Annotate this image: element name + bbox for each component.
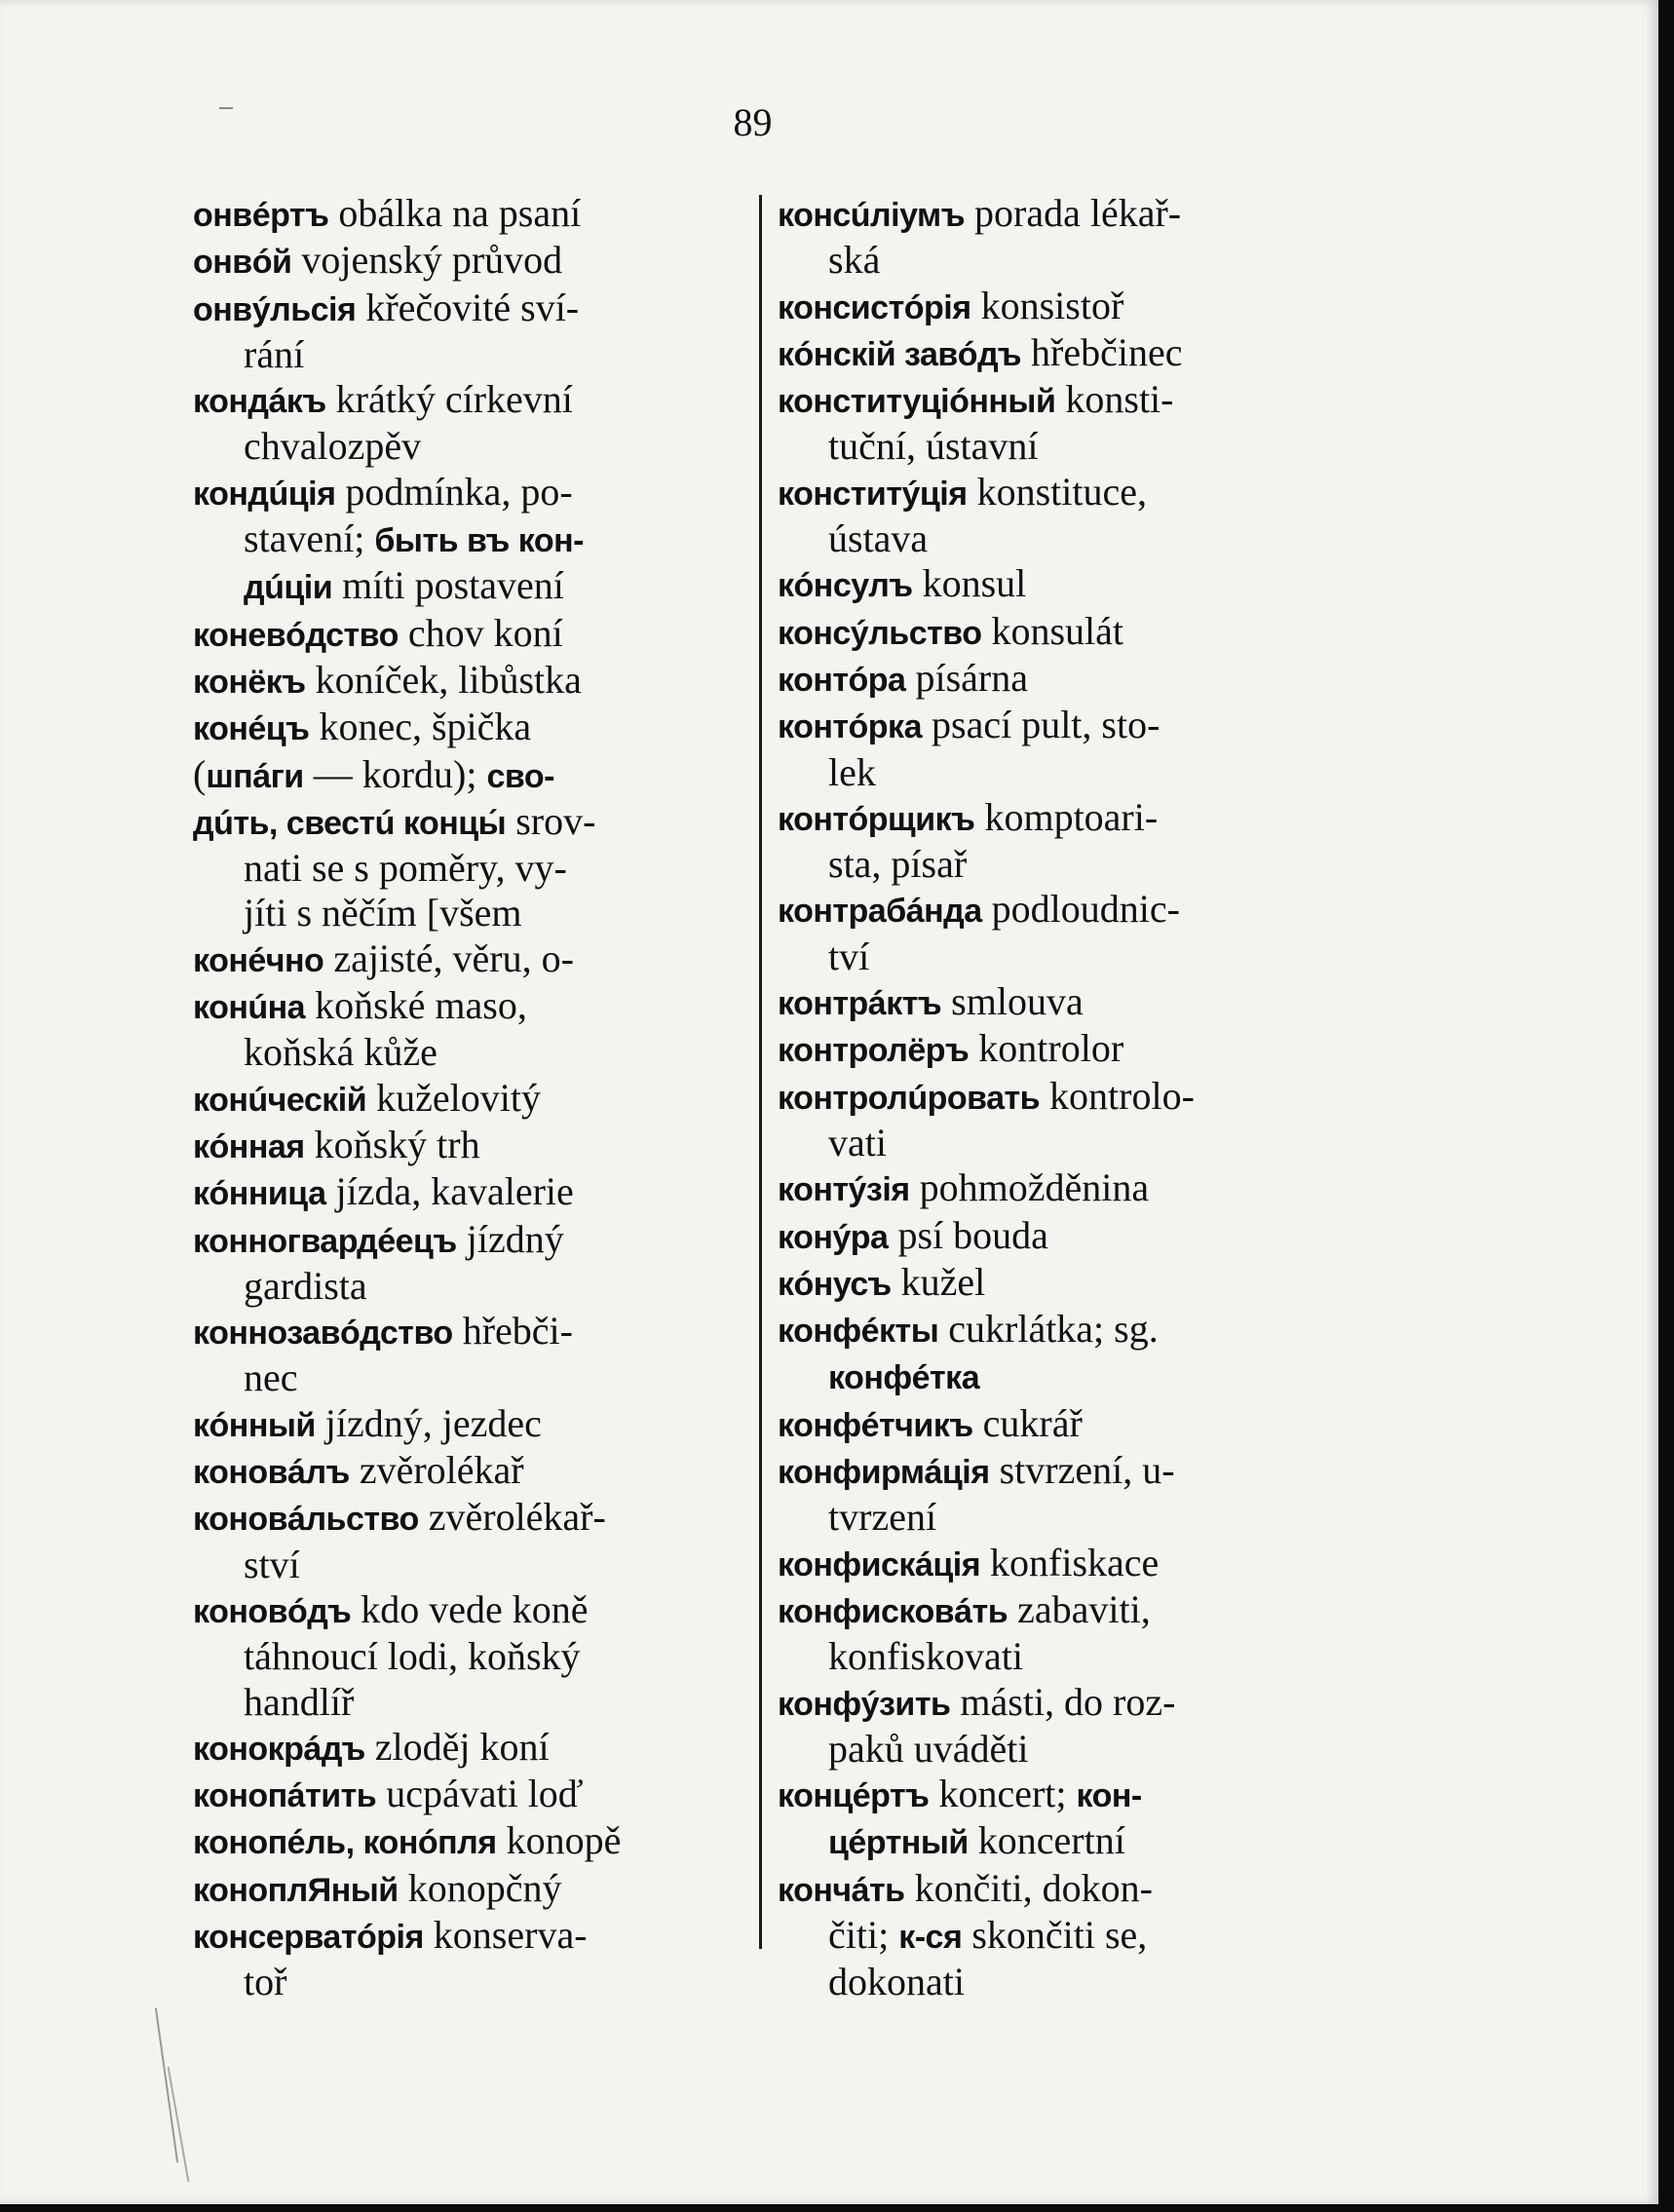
entry-line [778, 1913, 1323, 1960]
headword: кончáть [778, 1871, 905, 1909]
definition-text: stavení; [244, 516, 375, 561]
definition-text: jíti s něčím [všem [244, 891, 522, 935]
entry-line [193, 1543, 739, 1587]
entry-line [778, 191, 1323, 238]
left-column [193, 191, 739, 2005]
definition-text: smlouva [941, 979, 1084, 1024]
entry-line [193, 1030, 739, 1075]
definition-text: zvěrolékař- [418, 1495, 606, 1540]
definition-text: konsti- [1055, 377, 1174, 422]
entry-line [193, 983, 739, 1030]
definition-text: konsul [912, 561, 1027, 606]
headword: кондáкъ [193, 383, 326, 421]
headword: контрабáнда [778, 893, 982, 931]
right-column [778, 191, 1323, 2005]
headword: контóрка [778, 708, 922, 746]
definition-text: krátký církevní [325, 377, 573, 422]
definition-text: srov- [506, 798, 596, 843]
entry-line [193, 1309, 739, 1355]
definition-text: chvalozpěv [244, 424, 422, 469]
definition-text: rání [244, 331, 305, 376]
definition-text: tvrzení [828, 1495, 937, 1540]
headword: коневóдство [193, 616, 399, 654]
definition-text: gardista [244, 1263, 367, 1308]
headword: контрáктъ [778, 985, 942, 1023]
headword: консерватóрія [193, 1918, 424, 1956]
definition-text: konfiskovati [828, 1634, 1023, 1679]
definition-text: konserva- [423, 1912, 588, 1957]
definition-text: zvěrolékař [349, 1448, 524, 1493]
entry-line [778, 1866, 1323, 1913]
entry-line [778, 1495, 1323, 1540]
definition-text: ská [828, 238, 881, 283]
definition-text: vojenský průvod [291, 238, 563, 283]
definition-text: kuželovitý [366, 1075, 541, 1120]
entry-line [778, 1587, 1323, 1634]
definition-text: chov koní [398, 610, 563, 655]
definition-text: nati se s poměry, vy- [244, 846, 567, 891]
headword: конфýзить [778, 1685, 951, 1723]
entry-line [193, 563, 739, 610]
entry-line [193, 470, 739, 516]
definition-text: koncert; [929, 1772, 1077, 1816]
entry-line [778, 1121, 1323, 1165]
definition-text: táhnoucí lodi, koňský [244, 1634, 581, 1679]
column-divider [759, 195, 762, 1949]
definition-text: konopčný [398, 1865, 562, 1910]
definition-text: čiti; [828, 1912, 899, 1957]
entry-line [193, 1355, 739, 1400]
headword: коновóдъ [193, 1592, 352, 1630]
headword: коновáльство [193, 1501, 419, 1539]
headword: конéцъ [193, 710, 310, 748]
headword: консистóрія [778, 288, 971, 326]
entry-line [193, 658, 739, 705]
headword: конфирмáція [778, 1454, 990, 1492]
entry-line [778, 1213, 1323, 1260]
entry-line [193, 1401, 739, 1448]
definition-text: koňské maso, [305, 983, 527, 1028]
definition-text: zabaviti, [1008, 1586, 1151, 1631]
entry-line [193, 286, 739, 332]
headword: конýра [778, 1218, 889, 1256]
phrase-bold: конфéтка [828, 1359, 980, 1397]
entry-line [193, 377, 739, 424]
definition-text: konfiskace [980, 1540, 1160, 1584]
scan-scratch [155, 2008, 178, 2163]
entry-line [778, 516, 1323, 561]
phrase-bold: к-ся [898, 1918, 963, 1956]
definition-text: koncertní [968, 1818, 1125, 1863]
headword: конéчно [193, 941, 324, 979]
entry-line [778, 1680, 1323, 1727]
entry-line [778, 750, 1323, 795]
definition-text: toř [244, 1960, 287, 2004]
headword: кондúція [193, 475, 336, 513]
entry-line [193, 516, 739, 563]
entry-line [193, 1634, 739, 1679]
definition-text: pohmožděnina [909, 1165, 1150, 1210]
definition-text: jízdný, jezdec [315, 1400, 542, 1445]
definition-text: obálka na psaní [328, 191, 582, 235]
definition-text: cukrlátka; sg. [938, 1307, 1159, 1352]
entry-line [778, 1818, 1323, 1865]
entry-line [193, 1818, 739, 1865]
headword: контýзія [778, 1171, 910, 1209]
headword: конфéкты [778, 1313, 939, 1351]
headword: контóрщикъ [778, 800, 975, 838]
definition-text: zloděj koní [364, 1724, 550, 1769]
entry-line [193, 705, 739, 751]
entry-line [193, 332, 739, 377]
definition-text: ústava [828, 516, 929, 561]
entry-line [193, 611, 739, 658]
entry-line [193, 1264, 739, 1309]
definition-text: sta, písař [828, 842, 968, 887]
headword: консúліумъ [778, 197, 965, 234]
entry-line [778, 424, 1323, 469]
entry-line [193, 891, 739, 935]
definition-text: nec [244, 1355, 298, 1400]
headword: онвóй [193, 244, 292, 282]
definition-text: hřebčinec [1021, 329, 1183, 374]
entry-line [193, 752, 739, 799]
entry-line [193, 799, 739, 846]
phrase-bold: быть въ кон- [374, 522, 584, 560]
entry-line [778, 561, 1323, 608]
entry-line [778, 979, 1323, 1026]
headword: кóнная [193, 1127, 305, 1165]
entry-line [778, 1260, 1323, 1307]
entry-line [778, 1634, 1323, 1679]
headword: кóнскій завóдъ [778, 335, 1021, 373]
definition-text: hřebči- [452, 1309, 573, 1354]
entry-line [778, 1541, 1323, 1587]
entry-line [193, 191, 739, 238]
headword: конúна [193, 989, 306, 1027]
entry-line [778, 1307, 1323, 1354]
entry-line [778, 1727, 1323, 1772]
entry-line [778, 842, 1323, 887]
definition-text: kontrolo- [1040, 1073, 1195, 1118]
definition-text: lek [828, 749, 876, 794]
entry-line [193, 1169, 739, 1216]
phrase-bold: шпáги [206, 757, 304, 795]
entry-line [193, 424, 739, 469]
phrase-bold: дúть, свестú концы́ [193, 804, 507, 842]
headword: контóра [778, 661, 906, 699]
entry-line [778, 1448, 1323, 1495]
definition-text: vati [828, 1120, 887, 1164]
phrase-bold: цéртный [828, 1824, 969, 1862]
definition-text: tuční, ústavní [828, 424, 1039, 469]
definition-text: cukrář [972, 1400, 1083, 1445]
definition-text: porada lékař- [965, 191, 1182, 235]
definition-text: ucpávati loď [376, 1772, 584, 1816]
headword: онвéртъ [193, 197, 329, 234]
entry-line [778, 887, 1323, 934]
entry-line [778, 1026, 1323, 1073]
entry-line [778, 1074, 1323, 1121]
entry-line [193, 1913, 739, 1960]
entry-line [193, 1866, 739, 1913]
entry-line [778, 377, 1323, 424]
headword: онвýльсія [193, 290, 357, 328]
entry-line [778, 703, 1323, 749]
definition-text: písárna [905, 655, 1028, 700]
definition-text: koňský trh [304, 1122, 480, 1166]
headword: коннозавóдство [193, 1315, 453, 1353]
entry-line [193, 1960, 739, 2004]
definition-text: stvrzení, u- [989, 1448, 1175, 1493]
entry-line [778, 1960, 1323, 2004]
headword: кóнница [193, 1175, 326, 1213]
definition-text: podloudnic- [981, 887, 1180, 932]
definition-text: koňská kůže [244, 1030, 438, 1075]
definition-text: míti postavení [332, 563, 564, 608]
definition-text: křečovité sví- [356, 285, 580, 329]
headword: конокрáдъ [193, 1730, 365, 1768]
definition-text: konec, špička [309, 705, 532, 749]
entry-line [193, 1217, 739, 1264]
definition-text: koníček, libůstka [305, 657, 582, 702]
definition-text: ( [193, 751, 207, 796]
definition-text: podmínka, po- [335, 469, 573, 514]
headword: кóнусъ [778, 1265, 892, 1303]
entry-line [778, 795, 1323, 842]
definition-text: skončiti se, [962, 1912, 1148, 1957]
phrase-bold: дúціи [244, 569, 333, 607]
headword: кóнсулъ [778, 567, 913, 605]
headword: конфéтчикъ [778, 1406, 973, 1444]
definition-text: kdo vede koně [351, 1586, 589, 1631]
definition-text: dokonati [828, 1960, 965, 2004]
definition-text: jízdný [456, 1216, 564, 1261]
headword: конфискáція [778, 1545, 981, 1583]
headword: кóнный [193, 1406, 316, 1444]
scan-border-bottom [0, 2204, 1674, 2212]
phrase-bold: сво- [486, 757, 554, 795]
definition-text: kužel [891, 1259, 986, 1304]
definition-text: jízda, kavalerie [325, 1169, 574, 1214]
entry-line [778, 1772, 1323, 1818]
headword: коноплЯный [193, 1871, 399, 1909]
entry-line [193, 936, 739, 983]
headword: конституціóнный [778, 383, 1056, 421]
entry-line [193, 1680, 739, 1725]
definition-text: paků uváděti [828, 1726, 1029, 1771]
entry-line [778, 470, 1323, 516]
headword: контролúровать [778, 1079, 1041, 1117]
definition-text: končiti, dokon- [904, 1865, 1153, 1910]
entry-line [778, 1401, 1323, 1448]
headword: конёкъ [193, 663, 306, 701]
headword: конúческій [193, 1081, 367, 1119]
definition-text: konsistoř [970, 283, 1124, 327]
scan-border-right [1658, 0, 1674, 2212]
definition-text: konopě [496, 1818, 622, 1863]
definition-text: psací pult, sto- [922, 703, 1160, 747]
entry-line [778, 656, 1323, 703]
entry-line [778, 284, 1323, 330]
entry-line [778, 1165, 1323, 1212]
entry-line [193, 1587, 739, 1634]
headword: конститýція [778, 475, 968, 513]
entry-line [193, 846, 739, 891]
definition-text: zajisté, věru, o- [323, 935, 574, 980]
entry-line [778, 609, 1323, 656]
entry-line [778, 238, 1323, 283]
headword: концéртъ [778, 1777, 930, 1815]
entry-line [778, 1354, 1323, 1400]
entry-line [778, 934, 1323, 979]
entry-line [193, 238, 739, 285]
definition-text: konsulát [981, 608, 1124, 653]
entry-line [193, 1448, 739, 1495]
definition-text: — kordu); [303, 751, 487, 796]
definition-text: másti, do roz- [950, 1679, 1176, 1724]
headword: коновáлъ [193, 1454, 350, 1492]
entry-line [193, 1495, 739, 1542]
definition-text: psí bouda [888, 1212, 1048, 1257]
headword: конногвардéецъ [193, 1222, 457, 1260]
headword: конопáтить [193, 1777, 377, 1815]
definition-text: komptoari- [974, 794, 1159, 839]
definition-text: kontrolor [969, 1026, 1124, 1071]
entry-line [193, 1076, 739, 1123]
entry-line [193, 1725, 739, 1772]
definition-text: tví [828, 934, 870, 978]
phrase-bold: кон- [1076, 1777, 1142, 1815]
definition-text: ství [244, 1542, 300, 1586]
definition-text: handlíř [244, 1679, 355, 1724]
entry-line [193, 1123, 739, 1169]
definition-text: konstituce, [967, 469, 1148, 514]
entry-line [778, 330, 1323, 377]
page-number: 89 [733, 100, 773, 144]
entry-line [193, 1772, 739, 1818]
headword: консýльство [778, 614, 982, 652]
headword: конфисковáть [778, 1592, 1008, 1630]
headword: конопéль, конóпля [193, 1824, 497, 1862]
headword: контролёръ [778, 1032, 970, 1070]
